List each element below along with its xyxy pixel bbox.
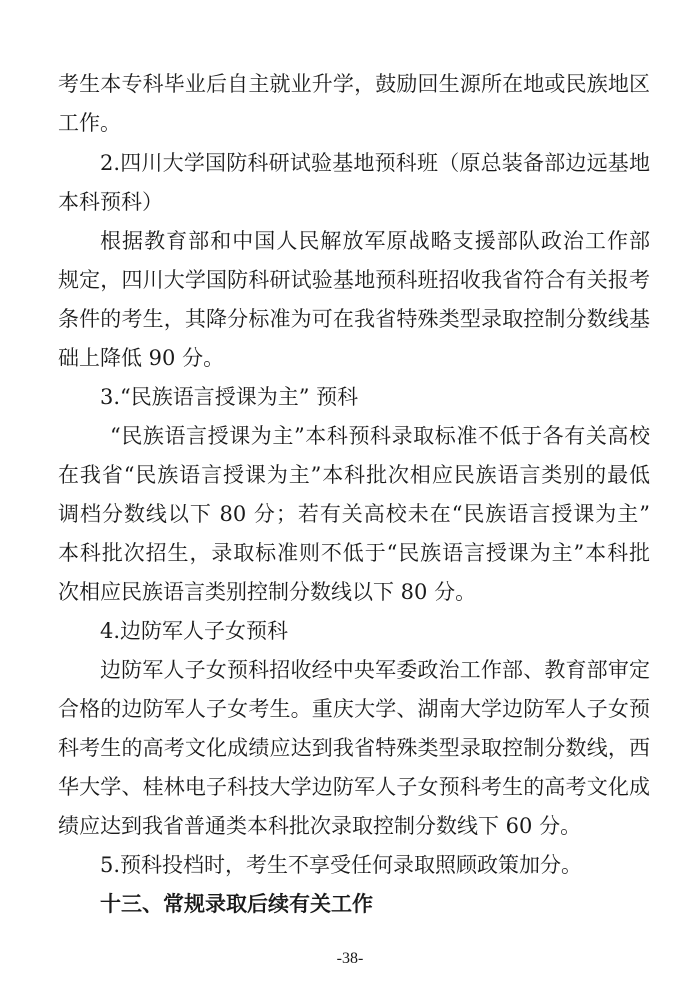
paragraph-line: 在我省“民族语言授课为主”本科批次相应民族语言类别的最低 [58, 463, 650, 487]
paragraph-line: 边防军人子女预科招收经中央军委政治工作部、教育部审定 [100, 658, 650, 682]
paragraph-line: 5.预科投档时，考生不享受任何录取照顾政策加分。 [100, 853, 583, 877]
paragraph-line: 次相应民族语言类别控制分数线以下 80 分。 [58, 580, 477, 604]
section-heading: 2.四川大学国防科研试验基地预科班（原总装备部边远基地 [100, 151, 650, 175]
section-heading: 本科预科） [58, 190, 163, 214]
paragraph-line: “民族语言授课为主”本科预科录取标准不低于各有关高校 [110, 424, 650, 448]
paragraph-line: 工作。 [58, 111, 121, 135]
page-number: -38- [336, 950, 364, 967]
paragraph-line: 本科批次招生，录取标准则不低于“民族语言授课为主”本科批 [58, 541, 650, 565]
paragraph-line: 华大学、桂林电子科技大学边防军人子女预科考生的高考文化成 [58, 775, 650, 799]
paragraph-line: 规定，四川大学国防科研试验基地预科班招收我省符合有关报考 [58, 268, 650, 292]
chapter-heading: 十三、常规录取后续有关工作 [100, 892, 373, 916]
paragraph-line: 合格的边防军人子女考生。重庆大学、湖南大学边防军人子女预 [58, 697, 650, 721]
paragraph-line: 科考生的高考文化成绩应达到我省特殊类型录取控制分数线，西 [58, 736, 650, 760]
paragraph-line: 条件的考生，其降分标准为可在我省特殊类型录取控制分数线基 [58, 307, 650, 331]
paragraph-line: 础上降低 90 分。 [58, 346, 225, 370]
paragraph-line: 考生本专科毕业后自主就业升学，鼓励回生源所在地或民族地区 [58, 72, 650, 96]
paragraph-line: 绩应达到我省普通类本科批次录取控制分数线下 60 分。 [58, 814, 582, 838]
paragraph-line: 根据教育部和中国人民解放军原战略支援部队政治工作部 [100, 229, 650, 253]
section-heading: 3.“民族语言授课为主” 预科 [100, 385, 359, 409]
paragraph-line: 调档分数线以下 80 分；若有关高校未在“民族语言授课为主” [58, 502, 650, 526]
section-heading: 4.边防军人子女预科 [100, 619, 289, 643]
